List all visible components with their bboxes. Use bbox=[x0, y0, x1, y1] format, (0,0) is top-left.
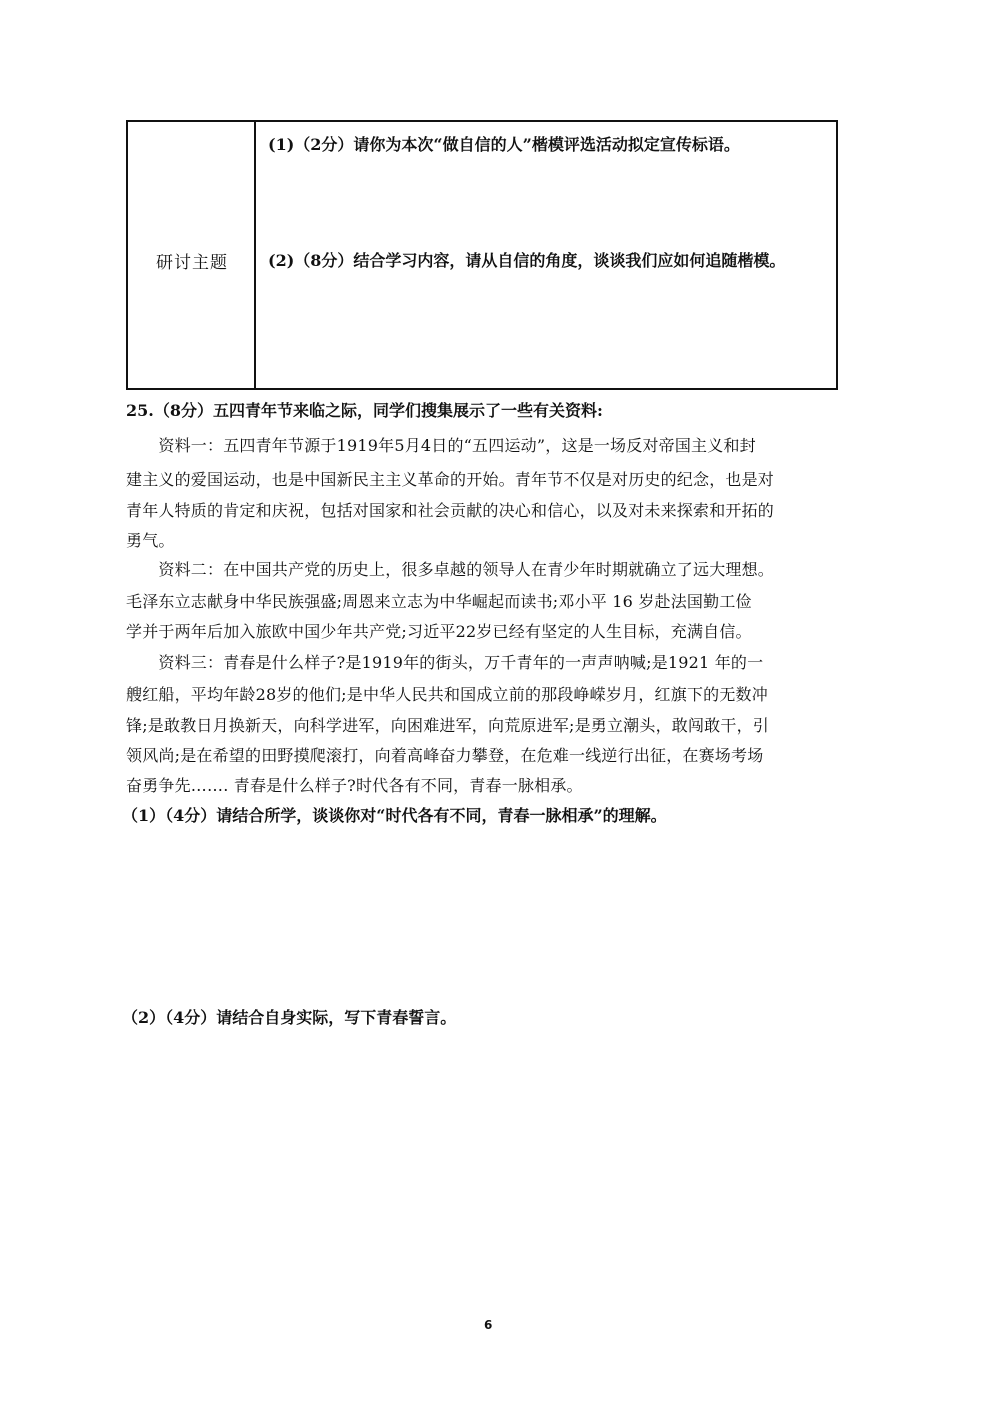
table-question-1: (1)（2分）请你为本次“做自信的人”楷模评选活动拟定宣传标语。 bbox=[268, 135, 740, 154]
material-3-line-2: 艘红船，平均年龄28岁的他们;是中华人民共和国成立前的那段峥嵘岁月，红旗下的无数冲 bbox=[126, 685, 768, 704]
material-3-line-3: 锋;是敢教日月换新天，向科学进军，向困难进军，向荒原进军;是勇立潮头，敢闯敢干，引 bbox=[126, 716, 769, 735]
material-1-line-1: 资料一：五四青年节源于1919年5月4日的“五四运动”，这是一场反对帝国主义和封 bbox=[126, 436, 756, 455]
material-1-line-2: 建主义的爱国运动，也是中国新民主主义革命的开始。青年节不仅是对历史的纪念，也是对 bbox=[126, 470, 775, 489]
material-2-line-2: 毛泽东立志献身中华民族强盛;周恩来立志为中华崛起而读书;邓小平 16 岁赴法国勤工俭 bbox=[126, 592, 752, 611]
material-3-line-1: 资料三：青春是什么样子?是1919年的街头，万千青年的一声声呐喊;是1921 年的一 bbox=[126, 653, 764, 672]
question-25-heading: 25.（8分）五四青年节来临之际，同学们搜集展示了一些有关资料: bbox=[126, 401, 603, 420]
material-3-line-4: 领风尚;是在希望的田野摸爬滚打，向着高峰奋力攀登，在危难一线逆行出征，在赛场考场 bbox=[126, 746, 764, 765]
material-1-line-4: 勇气。 bbox=[126, 531, 175, 550]
discussion-topic-table bbox=[126, 120, 838, 390]
sub-question-2: （2）（4分）请结合自身实际，写下青春誓言。 bbox=[122, 1008, 457, 1027]
sub-question-1: （1）（4分）请结合所学，谈谈你对“时代各有不同，青春一脉相承”的理解。 bbox=[122, 806, 667, 825]
material-3-line-5: 奋勇争先……. 青春是什么样子?时代各有不同，青春一脉相承。 bbox=[126, 776, 583, 795]
topic-label-cell bbox=[128, 122, 256, 388]
material-1-line-3: 青年人特质的肯定和庆祝，包括对国家和社会贡献的决心和信心，以及对未来探索和开拓的 bbox=[126, 501, 775, 520]
table-question-2: (2)（8分）结合学习内容，请从自信的角度，谈谈我们应如何追随楷模。 bbox=[268, 251, 786, 270]
topic-label: 研讨主题 bbox=[156, 253, 228, 273]
material-2-line-1: 资料二：在中国共产党的历史上，很多卓越的领导人在青少年时期就确立了远大理想。 bbox=[126, 560, 775, 579]
page-number: 6 bbox=[484, 1318, 493, 1332]
material-2-line-3: 学并于两年后加入旅欧中国少年共产党;习近平22岁已经有坚定的人生目标，充满自信。 bbox=[126, 622, 752, 641]
